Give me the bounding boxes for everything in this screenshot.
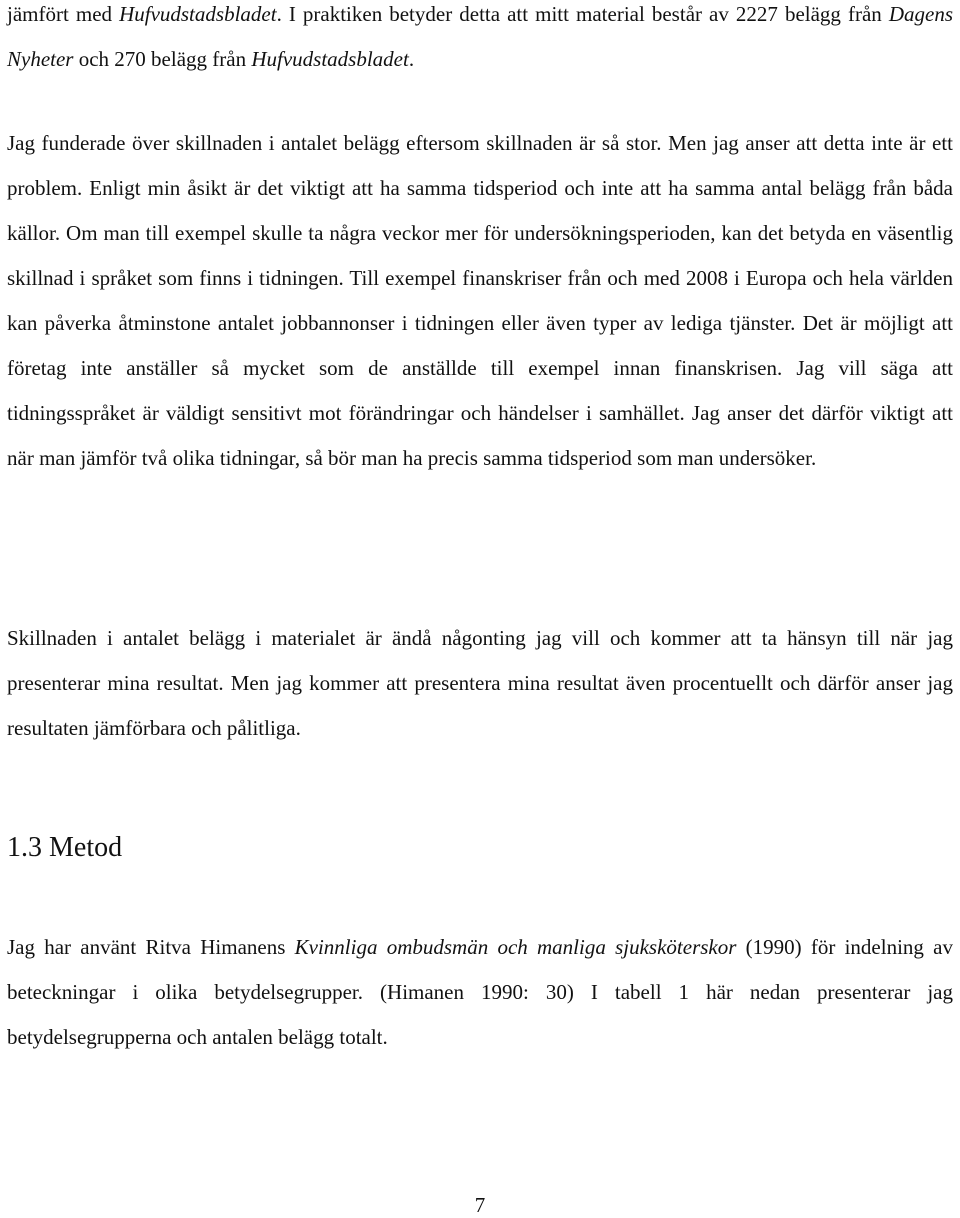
newspaper-title-dagens-nyheter: Dagens Nyheter (7, 2, 953, 71)
section-heading: 1.3 Metod (7, 832, 123, 863)
text-run: och 270 belägg från (73, 47, 252, 71)
text-run: (1990) för indelning av beteckningar i olika betydelsegrupper. (Himanen 1990: 30) I tabell 1 här nedan presenterar jag betydelsegrupperna och antalen belägg totalt. (7, 935, 953, 1049)
document-page (7, 0, 953, 1218)
newspaper-title-hufvudstadsbladet: Hufvudstadsbladet (251, 47, 409, 71)
newspaper-title-hufvudstadsbladet: Hufvudstadsbladet (119, 2, 277, 26)
text-run: jämfört med (7, 2, 120, 26)
text-run: . I praktiken betyder detta att mitt material består av 2227 belägg från (276, 2, 889, 26)
paragraph-difference-reasoning: Jag funderade över skillnaden i antalet belägg eftersom skillnaden är så stor. Men jag anser att detta inte är ett problem. Enligt min åsikt är det viktigt att ha samma tidsperiod och inte att ha samma antal belägg från båda källor. Om man till exempel skulle ta några veckor mer för undersökningsperioden, kan det betyda en väsentlig skillnad i språket som finns i tidningen. Till exempel finanskriser från och med 2008 i Europa och hela världen kan påverka åtminstone antalet jobbannonser i tidningen eller även typer av lediga tjänster. Det är möjligt att företag inte anställer så mycket som de anställde till exempel innan finanskrisen. Jag vill säga att tidningsspråket är väldigt sensitivt mot förändringar och händelser i samhället. Jag anser det därför viktigt att när man jämför två olika tidningar, så bör man ha precis samma tidsperiod som man undersöker. (7, 131, 953, 470)
paragraph-results-comparability: Skillnaden i antalet belägg i materialet är ändå någonting jag vill och kommer att ta hänsyn till när jag presenterar mina resultat. Men jag kommer att presentera mina resultat även procentuellt och därför anser jag resultaten jämförbara och pålitliga. (7, 626, 953, 740)
paragraph-newspaper-counts (7, 0, 953, 82)
paragraph-method (7, 925, 953, 1060)
text-run: Jag har använt Ritva Himanens (7, 935, 295, 959)
page-number: 7 (474, 1193, 486, 1217)
cited-book-title: Kvinnliga ombudsmän och manliga sjuksköterskor (294, 935, 737, 959)
text-run: . (408, 47, 415, 71)
